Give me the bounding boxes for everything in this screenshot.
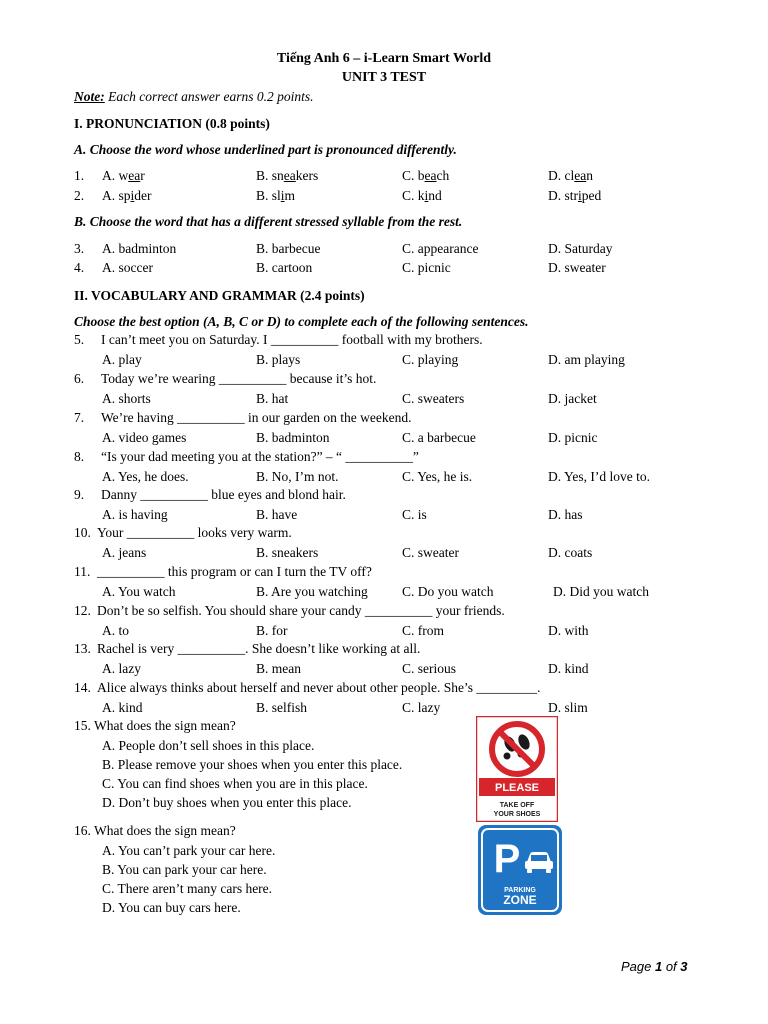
no-shoes-icon xyxy=(476,716,558,822)
word-part: C. b xyxy=(402,168,425,183)
page-prefix: Page xyxy=(621,959,655,974)
word-part: C. k xyxy=(402,188,425,203)
question-stem: “Is your dad meeting you at the station?” – “ __________” xyxy=(101,449,419,464)
question-number: 13. xyxy=(74,641,91,656)
parking-line-2: ZONE xyxy=(503,893,537,907)
answer-option-a: A. kind xyxy=(102,700,143,715)
answer-option-b: B. have xyxy=(256,507,298,522)
question-number: 1. xyxy=(74,168,85,183)
question-stem: Alice always thinks about herself and never about other people. She’s _________. xyxy=(97,680,541,695)
answer-option-c: C. Do you watch xyxy=(402,584,494,599)
question-number: 3. xyxy=(74,241,85,256)
answer-option-a: A. to xyxy=(102,623,129,638)
question-number: 2. xyxy=(74,188,85,203)
question-number: 7. xyxy=(74,410,85,425)
answer-option-a: A. play xyxy=(102,352,142,367)
word-part: r xyxy=(140,168,145,183)
question-16-option-b: B. You can park your car here. xyxy=(102,862,267,877)
word-part: m xyxy=(284,188,296,203)
answer-option-d xyxy=(548,187,601,204)
question-number: 14. xyxy=(74,680,91,695)
answer-option-b: B. badminton xyxy=(256,430,330,445)
note-label: Note: xyxy=(74,89,105,104)
underlined-part: ea xyxy=(128,168,141,183)
question-number: 5. xyxy=(74,332,85,347)
answer-option-b: B. plays xyxy=(256,352,301,367)
section-vocabulary-title: II. VOCABULARY AND GRAMMAR (2.4 points) xyxy=(74,288,365,303)
sign-banner-text: PLEASE xyxy=(494,782,540,794)
underlined-part: i xyxy=(578,188,582,203)
page-number xyxy=(621,958,688,975)
question-number: 8. xyxy=(74,449,85,464)
question-stem: Today we’re wearing __________ because it’s hot. xyxy=(101,371,377,386)
question-15-stem: 15. What does the sign mean? xyxy=(74,718,236,733)
answer-option-b xyxy=(256,187,295,204)
answer-option-b: B. sneakers xyxy=(256,545,319,560)
parking-icon xyxy=(477,824,563,916)
answer-option-c: C. a barbecue xyxy=(402,430,476,445)
word-part: D. cl xyxy=(548,168,575,183)
word-part: A. sp xyxy=(102,188,131,203)
question-stem: Danny __________ blue eyes and blond hair. xyxy=(101,487,346,502)
answer-option-c: C. is xyxy=(402,507,427,522)
question-stem: __________ this program or can I turn the TV off? xyxy=(97,564,372,579)
question-16-option-d: D. You can buy cars here. xyxy=(102,900,241,915)
underlined-part: ea xyxy=(283,168,296,183)
answer-option-a xyxy=(102,187,152,204)
answer-option-d: D. jacket xyxy=(548,391,597,406)
answer-option-c: C. from xyxy=(402,623,444,638)
question-16-stem: 16. What does the sign mean? xyxy=(74,823,236,838)
answer-option-d: D. with xyxy=(548,623,589,638)
answer-option-b: B. for xyxy=(256,623,288,638)
answer-option-a: A. badminton xyxy=(102,241,177,256)
word-part: nd xyxy=(428,188,442,203)
answer-option-d: D. am playing xyxy=(548,352,625,367)
take-off-shoes-sign xyxy=(476,716,558,822)
answer-option-a xyxy=(102,167,145,184)
question-16-option-c: C. There aren’t many cars here. xyxy=(102,881,273,896)
word-part: B. sl xyxy=(256,188,281,203)
parking-letter: P xyxy=(493,837,521,881)
answer-option-a: A. video games xyxy=(102,430,187,445)
question-15-option-c: C. You can find shoes when you are in this place. xyxy=(102,776,368,791)
answer-option-b: B. No, I’m not. xyxy=(256,469,339,484)
question-15-option-d: D. Don’t buy shoes when you enter this place. xyxy=(102,795,352,810)
underlined-part: ea xyxy=(424,168,437,183)
pronunciation-part-b-instruction: B. Choose the word that has a different stressed syllable from the rest. xyxy=(74,214,463,229)
answer-option-d: D. Did you watch xyxy=(553,584,649,599)
answer-option-d: D. Yes, I’d love to. xyxy=(548,469,651,484)
page-of: of xyxy=(662,959,681,974)
word-part: D. str xyxy=(548,188,578,203)
answer-option-a: A. is having xyxy=(102,507,168,522)
question-number: 9. xyxy=(74,487,85,502)
question-number: 10. xyxy=(74,525,91,540)
answer-option-c: C. sweaters xyxy=(402,391,465,406)
word-part: ch xyxy=(436,168,450,183)
word-part: kers xyxy=(295,168,319,183)
answer-option-a: A. You watch xyxy=(102,584,176,599)
answer-option-b: B. selfish xyxy=(256,700,308,715)
answer-option-c: C. lazy xyxy=(402,700,441,715)
question-stem: We’re having __________ in our garden on the weekend. xyxy=(101,410,412,425)
answer-option-a: A. jeans xyxy=(102,545,147,560)
sign-line-1: TAKE OFF xyxy=(499,802,535,809)
underlined-part: i xyxy=(280,188,285,203)
answer-option-c xyxy=(402,167,449,184)
section-pronunciation-title: I. PRONUNCIATION (0.8 points) xyxy=(74,116,270,131)
answer-option-c: C. Yes, he is. xyxy=(402,469,473,484)
question-stem: Don’t be so selfish. You should share your candy __________ your friends. xyxy=(97,603,505,618)
answer-option-c: C. serious xyxy=(402,661,456,676)
note xyxy=(74,88,313,105)
underlined-part: ea xyxy=(574,168,587,183)
document-header: Tiếng Anh 6 – i-Learn Smart World xyxy=(276,51,492,66)
answer-option-b: B. mean xyxy=(256,661,301,676)
answer-option-d: D. has xyxy=(548,507,583,522)
page-current: 1 xyxy=(654,959,663,974)
answer-option-c xyxy=(402,187,442,204)
word-part: der xyxy=(134,188,152,203)
pronunciation-part-a-instruction: A. Choose the word whose underlined part is pronounced differently. xyxy=(74,142,457,157)
answer-option-d: D. coats xyxy=(548,545,593,560)
answer-option-c: C. appearance xyxy=(402,241,479,256)
answer-option-b: B. Are you watching xyxy=(256,584,368,599)
word-part: B. sn xyxy=(256,168,284,183)
word-part: ped xyxy=(581,188,602,203)
answer-option-b: B. barbecue xyxy=(256,241,321,256)
question-number: 12. xyxy=(74,603,91,618)
answer-option-d: D. sweater xyxy=(548,260,606,275)
answer-option-b xyxy=(256,167,318,184)
question-15-option-b: B. Please remove your shoes when you enter this place. xyxy=(102,757,403,772)
page-total: 3 xyxy=(680,959,688,974)
question-15-option-a: A. People don’t sell shoes in this place. xyxy=(102,738,315,753)
answer-option-a: A. soccer xyxy=(102,260,153,275)
question-stem: I can’t meet you on Saturday. I __________ football with my brothers. xyxy=(101,332,483,347)
parking-line-1: PARKING xyxy=(504,887,536,894)
word-part: A. w xyxy=(102,168,129,183)
answer-option-a: A. Yes, he does. xyxy=(102,469,189,484)
question-16-option-a: A. You can’t park your car here. xyxy=(102,843,276,858)
parking-zone-sign xyxy=(477,824,563,916)
question-number: 6. xyxy=(74,371,85,386)
answer-option-b: B. cartoon xyxy=(256,260,313,275)
document-title: UNIT 3 TEST xyxy=(341,70,427,85)
question-stem: Rachel is very __________. She doesn’t like working at all. xyxy=(97,641,421,656)
question-number: 4. xyxy=(74,260,85,275)
vocabulary-instruction: Choose the best option (A, B, C or D) to complete each of the following sentences. xyxy=(74,314,529,329)
question-stem: Your __________ looks very warm. xyxy=(97,525,292,540)
answer-option-a: A. shorts xyxy=(102,391,151,406)
answer-option-c: C. sweater xyxy=(402,545,459,560)
word-part: n xyxy=(586,168,593,183)
answer-option-d: D. slim xyxy=(548,700,588,715)
answer-option-d: D. kind xyxy=(548,661,589,676)
answer-option-b: B. hat xyxy=(256,391,289,406)
answer-option-c: C. picnic xyxy=(402,260,451,275)
underlined-part: i xyxy=(424,188,429,203)
answer-option-d: D. picnic xyxy=(548,430,598,445)
answer-option-c: C. playing xyxy=(402,352,459,367)
sign-line-2: YOUR SHOES xyxy=(493,811,541,818)
underlined-part: i xyxy=(130,188,135,203)
question-number: 11. xyxy=(74,564,91,579)
answer-option-d xyxy=(548,167,593,184)
answer-option-a: A. lazy xyxy=(102,661,141,676)
note-text: Each correct answer earns 0.2 points. xyxy=(104,89,314,104)
answer-option-d: D. Saturday xyxy=(548,241,613,256)
